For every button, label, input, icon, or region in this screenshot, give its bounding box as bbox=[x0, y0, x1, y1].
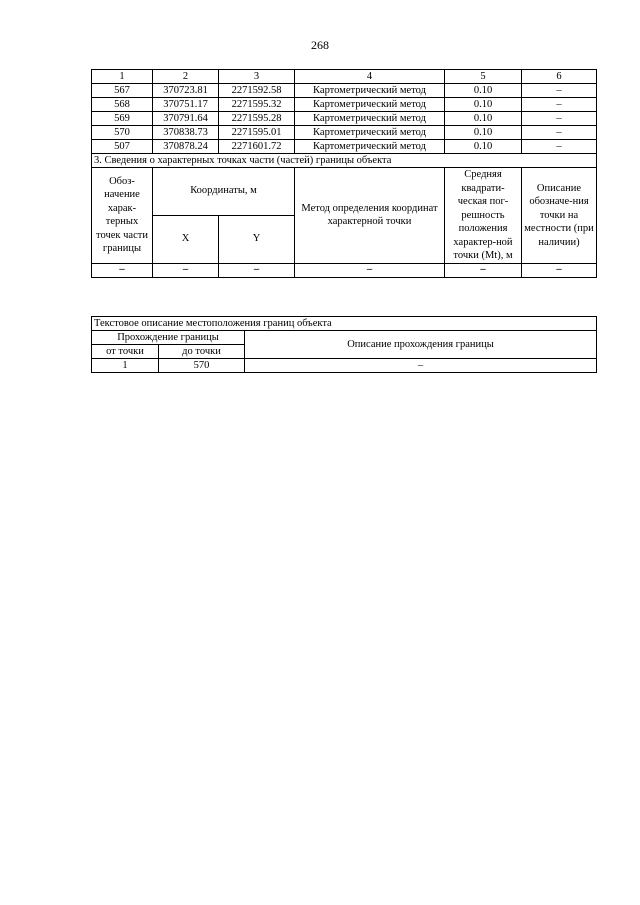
section-title-row bbox=[92, 317, 597, 331]
description-header: Описание обозначе-ния точки на местности (при наличии) bbox=[522, 168, 597, 264]
error-header: Средняя квадрати-ческая пог-решность положения характер-ной точки (Mt), м bbox=[445, 168, 522, 264]
method: Картометрический метод bbox=[295, 140, 445, 154]
table-row bbox=[92, 126, 597, 140]
method: Картометрический метод bbox=[295, 126, 445, 140]
coord-y: 2271595.32 bbox=[219, 98, 295, 112]
to-point: 570 bbox=[159, 359, 245, 373]
error: 0.10 bbox=[445, 112, 522, 126]
boundary-text-title: Текстовое описание местоположения границ объекта bbox=[92, 317, 597, 331]
header-cell: 1 bbox=[92, 70, 153, 84]
error: 0.10 bbox=[445, 84, 522, 98]
to-point-header: до точки bbox=[159, 345, 245, 359]
coord-y: 2271595.28 bbox=[219, 112, 295, 126]
x-header: X bbox=[153, 215, 219, 263]
error: 0.10 bbox=[445, 126, 522, 140]
header-cell: 4 bbox=[295, 70, 445, 84]
coord-x: 370751.17 bbox=[153, 98, 219, 112]
empty-cell: – bbox=[445, 263, 522, 277]
error: 0.10 bbox=[445, 98, 522, 112]
description: – bbox=[522, 126, 597, 140]
coord-y: 2271601.72 bbox=[219, 140, 295, 154]
method-header: Метод определения координат характерной точки bbox=[295, 168, 445, 264]
point-id: 570 bbox=[92, 126, 153, 140]
method: Картометрический метод bbox=[295, 84, 445, 98]
coords-header: Координаты, м bbox=[153, 168, 295, 216]
point-id: 567 bbox=[92, 84, 153, 98]
table-row bbox=[92, 98, 597, 112]
header-cell: 5 bbox=[445, 70, 522, 84]
empty-cell: – bbox=[295, 263, 445, 277]
table-row bbox=[92, 263, 597, 277]
table-row bbox=[92, 112, 597, 126]
empty-cell: – bbox=[92, 263, 153, 277]
boundary-text-table bbox=[91, 316, 597, 373]
coord-x: 370838.73 bbox=[153, 126, 219, 140]
section3-header-row bbox=[92, 168, 597, 216]
description: – bbox=[522, 112, 597, 126]
error: 0.10 bbox=[445, 140, 522, 154]
method: Картометрический метод bbox=[295, 98, 445, 112]
coord-x: 370723.81 bbox=[153, 84, 219, 98]
section-title-row bbox=[92, 154, 597, 168]
description: – bbox=[522, 98, 597, 112]
passage-description: – bbox=[245, 359, 597, 373]
table-row bbox=[92, 359, 597, 373]
table-row bbox=[92, 84, 597, 98]
point-id: 507 bbox=[92, 140, 153, 154]
from-point-header: от точки bbox=[92, 345, 159, 359]
passage-header: Прохождение границы bbox=[92, 331, 245, 345]
coord-y: 2271592.58 bbox=[219, 84, 295, 98]
empty-cell: – bbox=[219, 263, 295, 277]
table-row bbox=[92, 140, 597, 154]
designation-header: Обоз-начение харак-терных точек части границы bbox=[92, 168, 153, 264]
table-header-row bbox=[92, 70, 597, 84]
coord-y: 2271595.01 bbox=[219, 126, 295, 140]
from-point: 1 bbox=[92, 359, 159, 373]
point-id: 568 bbox=[92, 98, 153, 112]
coord-x: 370878.24 bbox=[153, 140, 219, 154]
header-cell: 3 bbox=[219, 70, 295, 84]
section3-title: 3. Сведения о характерных точках части (частей) границы объекта bbox=[92, 154, 597, 168]
page-number: 268 bbox=[311, 38, 329, 52]
empty-cell: – bbox=[522, 263, 597, 277]
method: Картометрический метод bbox=[295, 112, 445, 126]
point-id: 569 bbox=[92, 112, 153, 126]
empty-cell: – bbox=[153, 263, 219, 277]
points-table bbox=[91, 69, 597, 278]
description-header: Описание прохождения границы bbox=[245, 331, 597, 359]
coord-x: 370791.64 bbox=[153, 112, 219, 126]
description: – bbox=[522, 140, 597, 154]
header-cell: 2 bbox=[153, 70, 219, 84]
boundary-header-row bbox=[92, 331, 597, 345]
header-cell: 6 bbox=[522, 70, 597, 84]
description: – bbox=[522, 84, 597, 98]
y-header: Y bbox=[219, 215, 295, 263]
